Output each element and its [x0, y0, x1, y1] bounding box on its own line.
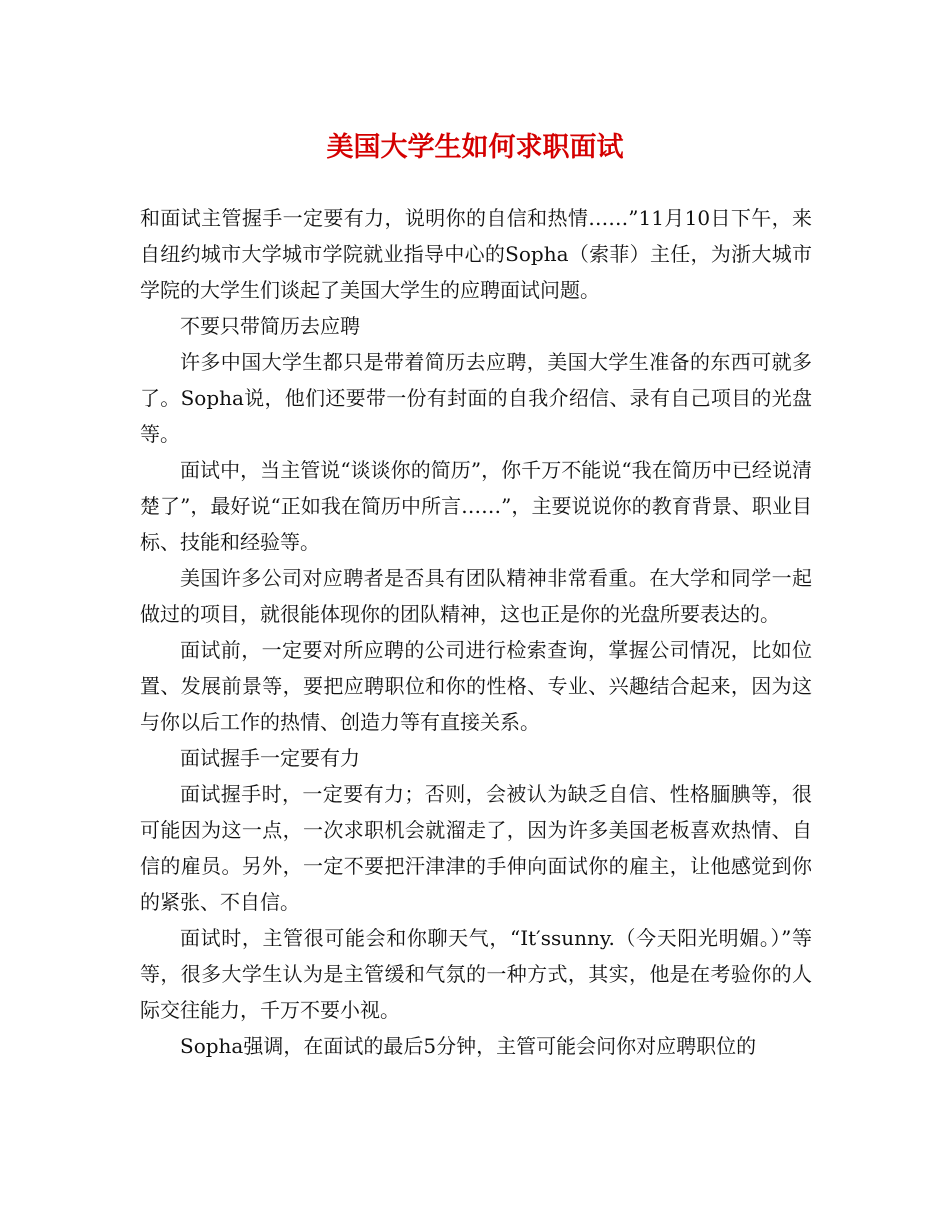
paragraph: 面试握手时，一定要有力；否则，会被认为缺乏自信、性格腼腆等，很可能因为这一点，一次求职机会就溜走了，因为许多美国老板喜欢热情、自信的雇员。另外，一定不要把汗津津的手伸向面试你的雇主，让他感觉到你的紧张、不自信。	[140, 782, 812, 914]
paragraph: 面试前，一定要对所应聘的公司进行检索查询，掌握公司情况，比如位置、发展前景等，要把应聘职位和你的性格、专业、兴趣结合起来，因为这与你以后工作的热情、创造力等有直接关系。	[140, 638, 812, 734]
paragraph: 许多中国大学生都只是带着简历去应聘，美国大学生准备的东西可就多了。Sopha说，他们还要带一份有封面的自我介绍信、录有自己项目的光盘等。	[140, 350, 812, 446]
paragraph-intro: 和面试主管握手一定要有力，说明你的自信和热情……”11月10日下午，来自纽约城市大学城市学院就业指导中心的Sopha（索菲）主任，为浙大城市学院的大学生们谈起了美国大学生的应聘面试问题。	[140, 206, 812, 302]
paragraph: Sopha强调，在面试的最后5分钟，主管可能会问你对应聘职位的	[180, 1034, 757, 1058]
paragraph: 面试中，当主管说“谈谈你的简历”，你千万不能说“我在简历中已经说清楚了”，最好说“正如我在简历中所言……”，主要说说你的教育背景、职业目标、技能和经验等。	[140, 458, 812, 554]
section-heading-resume: 不要只带简历去应聘	[180, 314, 360, 338]
paragraph: 面试时，主管很可能会和你聊天气，“It′ssunny.（今天阳光明媚。）”等等，很多大学生认为是主管缓和气氛的一种方式，其实，他是在考验你的人际交往能力，千万不要小视。	[140, 926, 812, 1022]
document-title: 美国大学生如何求职面试	[326, 132, 624, 163]
document-body	[140, 200, 812, 1064]
paragraph: 美国许多公司对应聘者是否具有团队精神非常看重。在大学和同学一起做过的项目，就很能体现你的团队精神，这也正是你的光盘所要表达的。	[140, 566, 812, 626]
section-heading-handshake: 面试握手一定要有力	[180, 746, 360, 770]
